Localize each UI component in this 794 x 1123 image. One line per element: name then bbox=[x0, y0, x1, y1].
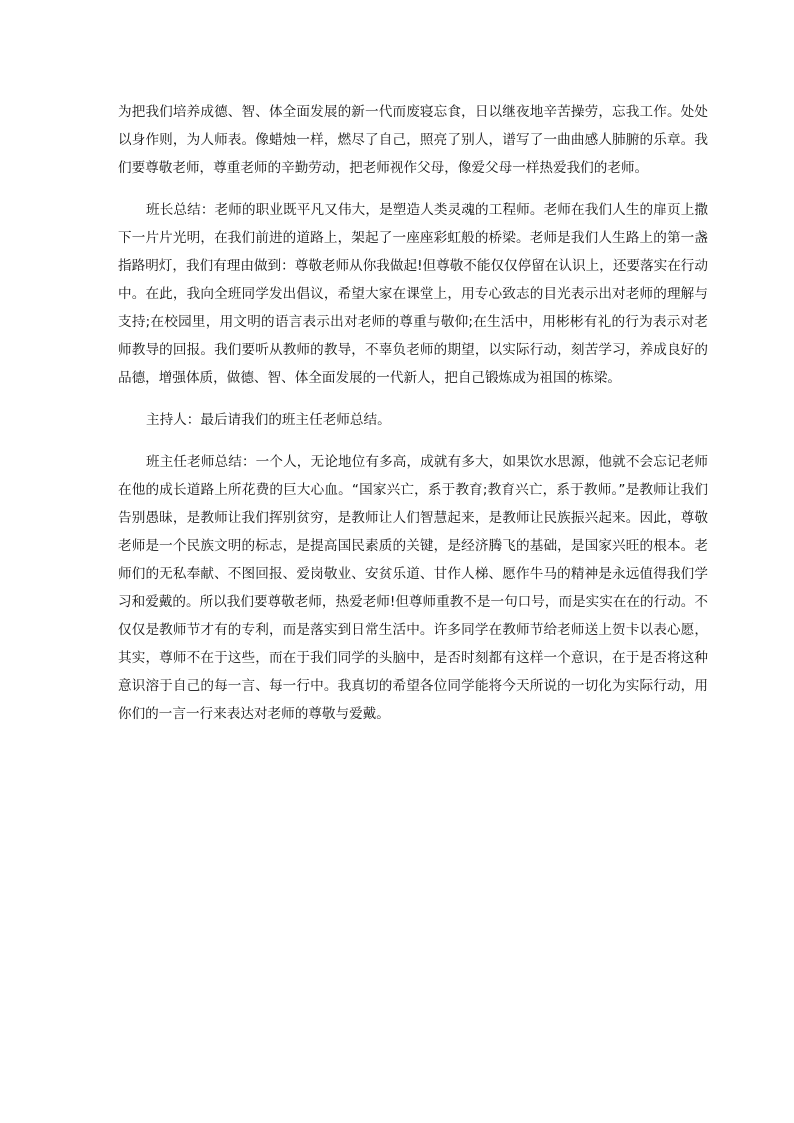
paragraph-host-remark: 主持人：最后请我们的班主任老师总结。 bbox=[146, 412, 391, 428]
paragraph-class-monitor-summary: 班长总结：老师的职业既平凡又伟大，是塑造人类灵魂的工程师。老师在我们人生的扉页上撒下一片片光明，在我们前进的道路上，架起了一座座彩虹般的桥梁。老师是我们人生路上的第一盏指路明灯，我们有理由做到：尊敬老师从你我做起!但尊敬不能仅仅停留在认识上，还要落实在行动中。在此，我向全班同学发出倡议，希望大家在课堂上，用专心致志的目光表示出对老师的理解与支持;在校园里，用文明的语言表示出对老师的尊重与敬仰;在生活中，用彬彬有礼的行为表示对老师教导的回报。我们要听从教师的教导，不辜负老师的期望，以实际行动，刻苦学习，养成良好的品德，增强体质，做德、智、体全面发展的一代新人，把自己锻炼成为祖国的栋梁。 bbox=[118, 202, 708, 386]
document-body bbox=[118, 98, 708, 728]
paragraph-continuation: 为把我们培养成德、智、体全面发展的新一代而废寝忘食，日以继夜地辛苦操劳，忘我工作。处处以身作则，为人师表。像蜡烛一样，燃尽了自己，照亮了别人，谱写了一曲曲感人肺腑的乐章。我们要尊敬老师，尊重老师的辛勤劳动，把老师视作父母，像爱父母一样热爱我们的老师。 bbox=[118, 104, 708, 176]
paragraph-head-teacher-summary: 班主任老师总结：一个人，无论地位有多高，成就有多大，如果饮水思源，他就不会忘记老师在他的成长道路上所花费的巨大心血。“国家兴亡，系于教育;教育兴亡，系于教师。”是教师让我们告别愚昧，是教师让我们挥别贫穷，是教师让人们智慧起来，是教师让民族振兴起来。因此，尊敬老师是一个民族文明的标志，是提高国民素质的关键，是经济腾飞的基础，是国家兴旺的根本。老师们的无私奉献、不图回报、爱岗敬业、安贫乐道、甘作人梯、愿作牛马的精神是永远值得我们学习和爱戴的。所以我们要尊敬老师，热爱老师!但尊师重教不是一句口号，而是实实在在的行动。不仅仅是教师节才有的专利，而是落实到日常生活中。许多同学在教师节给老师送上贺卡以表心愿，其实，尊师不在于这些，而在于我们同学的头脑中，是否时刻都有这样一个意识，在于是否将这种意识溶于自己的每一言、每一行中。我真切的希望各位同学能将今天所说的一切化为实际行动，用你们的一言一行来表达对老师的尊敬与爱戴。 bbox=[118, 454, 708, 722]
